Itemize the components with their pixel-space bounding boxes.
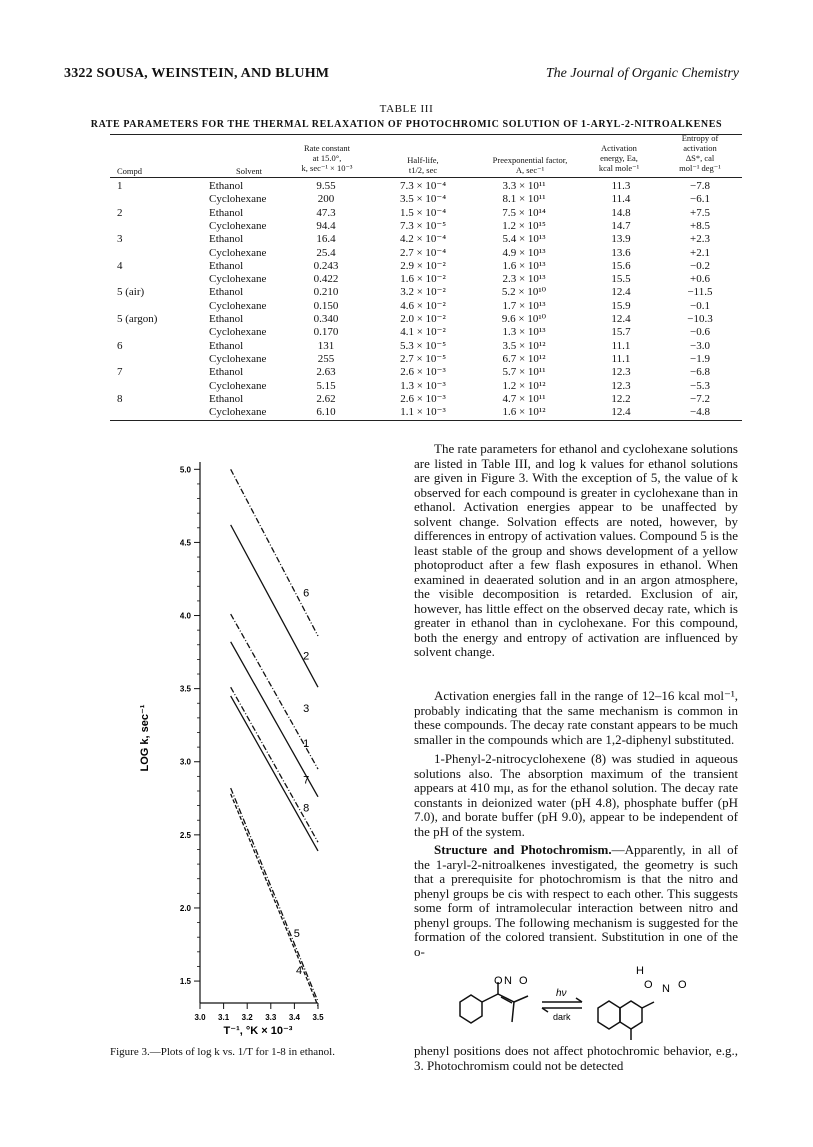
svg-text:O: O	[678, 979, 687, 991]
table-top-rule	[110, 134, 742, 135]
line-label-8: 8	[303, 802, 310, 815]
table-cell-dS: +7.5	[690, 206, 710, 219]
svg-text:O: O	[519, 975, 528, 987]
table-cell-A: 1.3 × 10¹³	[502, 326, 546, 339]
body-paragraph-3: 1-Phenyl-2-nitrocyclohexene (8) was studied in aqueous solutions also. The absorption maximum of the transient appears at 410 mμ, as for the ethanol solution. The decay rate constants in deionized water (pH 4.8), phosphate buffer (pH 7.0), and borate buffer (pH 9.0), appear to be independent of the pH of the system.	[414, 751, 738, 839]
table-cell-Ea: 12.4	[611, 406, 631, 419]
svg-text:O: O	[494, 975, 503, 987]
table-cell-compd: 5 (argon)	[117, 313, 158, 325]
table-cell-dS: +2.3	[690, 233, 710, 246]
table-cell-compd: 4	[117, 259, 123, 272]
header-half-life: Half-life, t1/2, sec	[407, 155, 439, 175]
body-paragraph-5: phenyl positions does not affect photochromic behavior, e.g., 3. Photochromism could not be detected	[414, 1043, 738, 1073]
line-label-3: 3	[303, 703, 310, 716]
body-paragraph-2: Activation energies fall in the range of 12–16 kcal mol⁻¹, probably indicating that the same mechanism is common in these compounds. The decay rate constant appears to be much smaller in the compounds which are 1,2-diphenyl substituted.	[414, 688, 738, 747]
table-cell-A: 8.1 × 10¹¹	[502, 193, 546, 206]
table-cell-dS: −3.0	[690, 339, 710, 352]
svg-text:H: H	[636, 965, 644, 977]
table-cell-solvent: Cyclohexane	[209, 299, 267, 312]
table-cell-A: 1.2 × 10¹²	[502, 379, 546, 392]
x-tick-label: 3.3	[265, 1013, 277, 1022]
table-cell-half: 2.0 × 10⁻²	[400, 313, 446, 325]
x-axis-label: T⁻¹, °K × 10⁻³	[223, 1025, 293, 1037]
table-cell-Ea: 12.3	[611, 379, 631, 392]
table-cell-dS: −1.9	[690, 352, 710, 365]
running-header-left: 3322 SOUSA, WEINSTEIN, AND BLUHM	[64, 66, 330, 81]
table-cell-solvent: Cyclohexane	[209, 246, 267, 259]
table-cell-solvent: Cyclohexane	[209, 379, 267, 392]
table-cell-A: 5.2 × 10¹⁰	[501, 286, 547, 299]
table-cell-A: 4.9 × 10¹³	[502, 246, 546, 259]
table-cell-Ea: 12.4	[611, 286, 631, 299]
table-cell-k: 47.3	[316, 206, 336, 219]
svg-text:N: N	[504, 975, 512, 987]
table-cell-k: 16.4	[316, 233, 336, 246]
header-activation-energy: Activation energy, Ea, kcal mole⁻¹	[598, 143, 640, 173]
svg-text:N: N	[662, 983, 670, 995]
table-cell-Ea: 11.3	[611, 180, 631, 192]
table-cell-dS: +0.6	[690, 273, 710, 286]
table-cell-Ea: 12.3	[611, 366, 631, 379]
table-cell-A: 1.6 × 10¹²	[502, 406, 546, 419]
table-cell-solvent: Ethanol	[209, 206, 244, 219]
svg-text:O: O	[644, 979, 653, 991]
line-label-1: 1	[303, 738, 310, 751]
table-cell-k: 25.4	[316, 246, 336, 259]
y-tick-label: 2.0	[179, 903, 191, 913]
body-paragraph-1: The rate parameters for ethanol and cyclohexane solutions are listed in Table III, and log k values for ethanol solutions are given in Figure 3. With the exception of 5, the value of k observed for each compound is greater in cyclohexane than in ethanol. Activation energies appear to be unaffected by solvent change. Solvation effects are noted, however, by differences in entropy of activation values. Compound 5 is the least stable of the group and shows development of a yellow photoproduct after a few flash exposures in ethanol. When examined in deaerated solution and in an argon atmosphere, the visible decomposition is retarded. Exclusion of air, however, has little effect on the observed decay rate, which is greater in ethanol than in cyclohexane. For this compound, both the energy and entropy of activation are influenced by solvent change.	[414, 441, 738, 659]
table-cell-dS: +8.5	[690, 219, 710, 232]
table-cell-k: 9.55	[316, 180, 336, 192]
table-cell-Ea: 11.1	[611, 339, 631, 352]
table-cell-half: 4.1 × 10⁻²	[400, 326, 446, 339]
table-cell-Ea: 11.1	[611, 352, 631, 365]
table-cell-half: 4.6 × 10⁻²	[400, 299, 446, 312]
table-cell-A: 2.3 × 10¹³	[502, 273, 546, 286]
table-cell-Ea: 13.6	[611, 246, 631, 259]
table-cell-dS: +2.1	[690, 246, 710, 259]
table-cell-dS: −7.8	[690, 180, 710, 192]
line-label-4: 4	[296, 964, 303, 977]
benzene-ring-left	[460, 995, 482, 1023]
y-tick-label: 2.5	[179, 830, 191, 840]
table-cell-dS: −11.5	[687, 286, 713, 299]
table-cell-Ea: 14.7	[611, 219, 631, 232]
table-title: TABLE III	[379, 103, 434, 115]
table-cell-solvent: Cyclohexane	[209, 219, 267, 232]
table-cell-compd: 5 (air)	[117, 286, 145, 299]
table-cell-solvent: Ethanol	[209, 286, 244, 299]
table-cell-compd: 2	[117, 206, 123, 219]
table-cell-dS: −6.1	[690, 193, 710, 206]
table-cell-solvent: Cyclohexane	[209, 326, 267, 339]
table-cell-dS: −0.6	[690, 326, 710, 339]
table-cell-k: 0.422	[313, 273, 339, 286]
section-heading: Structure and Photochromism.	[434, 842, 612, 857]
table-header-rule	[110, 177, 742, 178]
table-cell-Ea: 13.9	[611, 233, 631, 246]
table-cell-dS: −6.8	[690, 366, 710, 379]
table-cell-solvent: Ethanol	[209, 392, 244, 405]
line-label-6: 6	[303, 587, 310, 600]
table-cell-Ea: 15.5	[611, 273, 631, 286]
table-cell-half: 4.2 × 10⁻⁴	[399, 233, 447, 246]
series-line-6	[231, 469, 318, 636]
figure-caption: Figure 3.—Plots of log k vs. 1/T for 1-8 in ethanol.	[110, 1046, 335, 1058]
table-cell-k: 0.210	[313, 286, 339, 299]
running-header-right: The Journal of Organic Chemistry	[545, 66, 739, 81]
header-rate: Rate constant at 15.0°, k, sec⁻¹ × 10⁻³	[301, 143, 353, 173]
table-cell-A: 1.7 × 10¹³	[502, 299, 546, 312]
table-cell-A: 9.6 × 10¹⁰	[501, 313, 547, 325]
table-cell-half: 7.3 × 10⁻⁴	[399, 180, 447, 192]
table-cell-solvent: Ethanol	[209, 259, 244, 272]
table-cell-half: 2.9 × 10⁻²	[400, 259, 446, 272]
body-paragraph-4: Structure and Photochromism.—Apparently, in all of the 1-aryl-2-nitroalkenes investigated, the geometry is such that a prerequisite for photochromism is that the nitro and phenyl groups be cis with respect to each other. This suggests some form of intramolecular interaction between nitro and phenyl groups. The following mechanism is suggested for the formation of the colored transient. Substitution in one of the o-	[414, 842, 738, 959]
table-cell-compd: 8	[117, 392, 123, 405]
x-tick-label: 3.5	[312, 1013, 324, 1022]
line-label-5: 5	[293, 928, 300, 941]
table-cell-A: 5.7 × 10¹¹	[502, 366, 546, 379]
table-cell-half: 1.3 × 10⁻³	[400, 379, 446, 392]
y-tick-label: 3.5	[179, 684, 191, 694]
bicyclic-ring-right	[620, 1001, 642, 1029]
table-cell-A: 1.2 × 10¹⁵	[502, 219, 546, 232]
table-cell-solvent: Ethanol	[209, 366, 244, 379]
table-caption: RATE PARAMETERS FOR THE THERMAL RELAXATION OF PHOTOCHROMIC SOLUTION OF 1-ARYL-2-NITROALKENES	[90, 119, 723, 130]
table-cell-half: 2.6 × 10⁻³	[400, 392, 446, 405]
table-cell-half: 3.2 × 10⁻²	[400, 286, 446, 299]
table-cell-Ea: 15.9	[611, 299, 631, 312]
y-axis-label: LOG k, sec⁻¹	[139, 704, 151, 772]
table-cell-k: 0.170	[313, 326, 339, 339]
table-cell-solvent: Cyclohexane	[209, 273, 267, 286]
hv-label: hν	[556, 988, 567, 999]
dark-label: dark	[553, 1012, 571, 1022]
table-cell-half: 2.7 × 10⁻⁵	[399, 352, 447, 365]
table-cell-Ea: 14.8	[611, 206, 631, 219]
series-line-4	[231, 788, 318, 1001]
bicyclic-ring-left	[598, 1001, 620, 1029]
header-entropy: Entropy of activation ΔS*, cal mol⁻¹ deg⁻¹	[679, 133, 721, 173]
y-tick-label: 3.0	[179, 757, 191, 767]
table-cell-k: 0.243	[313, 259, 339, 272]
table-cell-k: 6.10	[316, 406, 336, 419]
table-cell-Ea: 12.4	[611, 313, 631, 325]
table-cell-k: 0.150	[313, 299, 339, 312]
table-cell-A: 6.7 × 10¹²	[502, 352, 546, 365]
table-cell-k: 200	[317, 193, 335, 206]
table-cell-A: 1.6 × 10¹³	[502, 259, 546, 272]
line-label-2: 2	[303, 650, 310, 663]
table-cell-compd: 6	[117, 339, 123, 352]
table-cell-compd: 7	[117, 366, 123, 379]
table-cell-compd: 1	[117, 180, 123, 192]
table-cell-k: 255	[317, 352, 335, 365]
table-cell-k: 0.340	[313, 313, 339, 325]
table-cell-solvent: Cyclohexane	[209, 193, 267, 206]
x-tick-label: 3.0	[194, 1013, 206, 1022]
series-line-2	[231, 525, 318, 687]
table-cell-dS: −4.8	[690, 406, 710, 419]
table-cell-A: 4.7 × 10¹¹	[502, 392, 546, 405]
table-cell-half: 1.5 × 10⁻⁴	[399, 206, 447, 219]
line-label-7: 7	[303, 774, 310, 787]
table-cell-solvent: Ethanol	[209, 313, 244, 325]
figure-3-chart	[110, 450, 380, 1042]
table-cell-solvent: Ethanol	[209, 339, 244, 352]
table-cell-half: 3.5 × 10⁻⁴	[399, 193, 447, 206]
header-solvent: Solvent	[236, 166, 262, 176]
series-line-5	[231, 794, 318, 1006]
y-tick-label: 4.5	[179, 538, 191, 548]
table-cell-dS: −0.1	[690, 299, 710, 312]
table-cell-half: 5.3 × 10⁻⁵	[399, 339, 447, 352]
table-cell-dS: −0.2	[690, 259, 710, 272]
table-cell-Ea: 12.2	[611, 392, 631, 405]
table-cell-solvent: Cyclohexane	[209, 406, 267, 419]
table-cell-A: 7.5 × 10¹⁴	[502, 206, 546, 219]
table-cell-half: 1.1 × 10⁻³	[400, 406, 446, 419]
table-cell-k: 2.63	[316, 366, 336, 379]
table-cell-Ea: 11.4	[611, 193, 631, 206]
table-cell-dS: −10.3	[687, 313, 713, 325]
table-cell-A: 3.5 × 10¹²	[502, 339, 546, 352]
table-bottom-rule	[110, 420, 742, 421]
table-cell-A: 5.4 × 10¹³	[502, 233, 546, 246]
x-tick-label: 3.2	[241, 1013, 253, 1022]
table-cell-k: 5.15	[316, 379, 336, 392]
table-cell-solvent: Ethanol	[209, 180, 244, 192]
table-cell-dS: −5.3	[690, 379, 710, 392]
table-cell-compd: 3	[117, 233, 123, 246]
table-cell-solvent: Cyclohexane	[209, 352, 267, 365]
table-cell-half: 2.6 × 10⁻³	[400, 366, 446, 379]
table-cell-k: 94.4	[316, 219, 336, 232]
table-cell-half: 1.6 × 10⁻²	[400, 273, 446, 286]
header-preexp: Preexponential factor, A, sec⁻¹	[492, 155, 568, 175]
table-cell-half: 7.3 × 10⁻⁵	[399, 219, 447, 232]
table-cell-k: 2.62	[316, 392, 336, 405]
x-tick-label: 3.4	[288, 1013, 300, 1022]
table-cell-Ea: 15.6	[611, 259, 631, 272]
table-cell-Ea: 15.7	[611, 326, 631, 339]
table-cell-k: 131	[317, 339, 335, 352]
table-cell-half: 2.7 × 10⁻⁴	[399, 246, 447, 259]
y-tick-label: 4.0	[179, 611, 191, 621]
table-cell-solvent: Ethanol	[209, 233, 244, 246]
y-tick-label: 5.0	[179, 465, 191, 475]
header-compd: Compd	[117, 166, 143, 176]
reaction-scheme	[440, 962, 740, 1046]
table-cell-dS: −7.2	[690, 392, 710, 405]
y-tick-label: 1.5	[179, 977, 191, 987]
table-cell-A: 3.3 × 10¹¹	[502, 180, 546, 192]
x-tick-label: 3.1	[218, 1013, 230, 1022]
